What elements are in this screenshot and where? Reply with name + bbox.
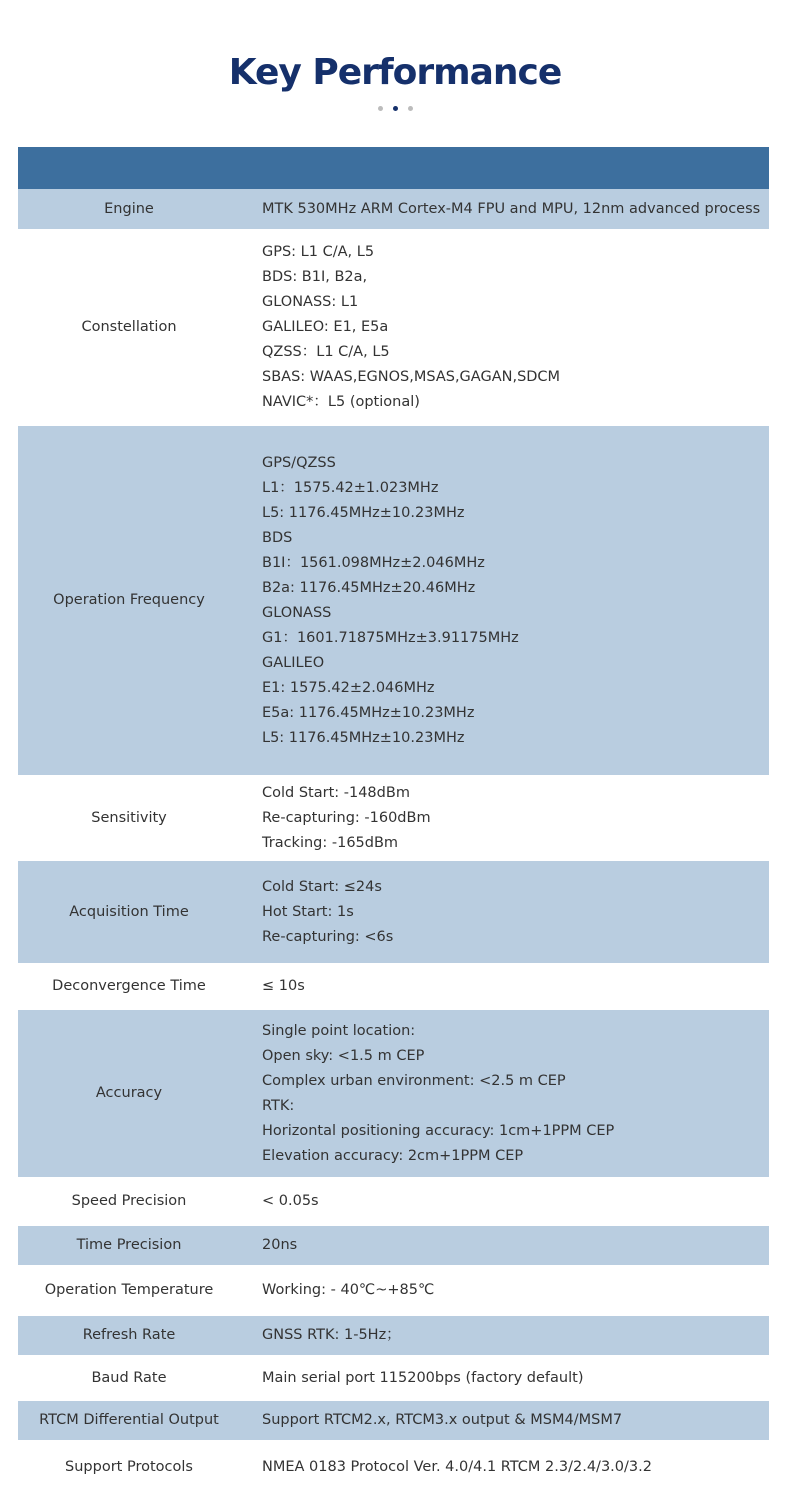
table-row (18, 1355, 769, 1401)
row-value (240, 1019, 769, 1169)
value-line: SBAS: WAAS,EGNOS,MSAS,GAGAN,SDCM (262, 369, 561, 385)
table-body (18, 189, 769, 1495)
value-line: ≤ 10s (262, 978, 305, 994)
value-line: RTK: (262, 1097, 295, 1114)
table-row (18, 1265, 769, 1316)
row-value (240, 1278, 769, 1303)
value-line: GLONASS (262, 604, 332, 621)
table-row (18, 1177, 769, 1226)
value-line: Hot Start: 1s (262, 903, 354, 920)
value-line: BDS (262, 529, 293, 546)
value-line: GPS: L1 C/A, L5 (262, 244, 375, 260)
row-value (240, 781, 769, 856)
value-line: Tracking: -165dBm (262, 834, 399, 851)
row-label: Engine (104, 200, 154, 217)
row-value (240, 240, 769, 415)
table-row (18, 1401, 769, 1440)
value-line: G1：1601.71875MHz±3.91175MHz (262, 629, 519, 646)
value-line: Elevation accuracy: 2cm+1PPM CEP (262, 1147, 524, 1164)
row-label: Time Precision (76, 1237, 182, 1253)
row-label: Operation Frequency (53, 592, 205, 608)
value-line: L1：1575.42±1.023MHz (262, 479, 439, 496)
value-line: B1I：1561.098MHz±2.046MHz (262, 554, 485, 571)
value-line: Single point location: (262, 1022, 416, 1039)
value-line: E1: 1575.42±2.046MHz (262, 679, 435, 696)
table-row (18, 963, 769, 1010)
value-line: MTK 530MHz ARM Cortex-M4 FPU and MPU, 12nm advanced process (262, 200, 761, 217)
table-row (18, 229, 769, 426)
divider-dot (378, 106, 383, 111)
value-line: L5: 1176.45MHz±10.23MHz (262, 729, 465, 746)
table-row (18, 1316, 769, 1355)
table-header-bar (18, 147, 769, 189)
value-line: GALILEO: E1, E5a (262, 319, 389, 335)
performance-table (18, 147, 769, 1495)
row-label: Constellation (81, 319, 177, 335)
divider-dot (408, 106, 413, 111)
row-value (240, 1408, 769, 1433)
title-divider-dots (0, 106, 790, 111)
value-line: Horizontal positioning accuracy: 1cm+1PPM CEP (262, 1122, 615, 1139)
value-line: GPS/QZSS (262, 454, 336, 471)
value-line: NMEA 0183 Protocol Ver. 4.0/4.1 RTCM 2.3/2.4/3.0/3.2 (262, 1459, 652, 1475)
value-line: E5a: 1176.45MHz±10.23MHz (262, 704, 475, 721)
row-label: Support Protocols (65, 1459, 193, 1475)
value-line: L5: 1176.45MHz±10.23MHz (262, 504, 465, 521)
table-row (18, 1010, 769, 1177)
row-value (240, 875, 769, 950)
value-line: Main serial port 115200bps (factory default) (262, 1369, 584, 1386)
value-line: Re-capturing: <6s (262, 928, 394, 945)
row-value (240, 197, 769, 222)
value-line: Cold Start: ≤24s (262, 878, 382, 895)
row-value (240, 1455, 769, 1480)
value-line: Complex urban environment: <2.5 m CEP (262, 1072, 566, 1089)
value-line: Working: - 40℃~+85℃ (262, 1282, 435, 1298)
row-label: RTCM Differential Output (39, 1412, 219, 1428)
table-row (18, 1440, 769, 1495)
value-line: 20ns (262, 1237, 298, 1253)
value-line: Support RTCM2.x, RTCM3.x output & MSM4/MSM7 (262, 1412, 623, 1428)
value-line: QZSS：L1 C/A, L5 (262, 344, 390, 360)
value-line: Open sky: <1.5 m CEP (262, 1047, 425, 1064)
table-row (18, 775, 769, 861)
table-row (18, 426, 769, 775)
table-row (18, 1226, 769, 1265)
row-label: Speed Precision (71, 1193, 187, 1209)
row-value (240, 1189, 769, 1214)
value-line: < 0.05s (262, 1193, 319, 1209)
row-label: Baud Rate (91, 1369, 167, 1386)
row-value (240, 1323, 769, 1348)
value-line: NAVIC*：L5 (optional) (262, 394, 420, 410)
row-value (240, 1366, 769, 1391)
value-line: BDS: B1I, B2a, (262, 269, 368, 285)
value-line: Cold Start: -148dBm (262, 784, 410, 801)
row-label: Refresh Rate (82, 1327, 176, 1343)
row-value (240, 451, 769, 751)
row-label: Accuracy (95, 1085, 163, 1101)
row-value (240, 974, 769, 999)
value-line: B2a: 1176.45MHz±20.46MHz (262, 579, 476, 596)
value-line: GALILEO (262, 654, 325, 671)
row-value (240, 1233, 769, 1258)
row-label: Operation Temperature (44, 1282, 214, 1298)
row-label: Deconvergence Time (52, 978, 206, 994)
value-line: Re-capturing: -160dBm (262, 809, 431, 826)
row-label: Acquisition Time (69, 903, 189, 920)
value-line: GLONASS: L1 (262, 294, 359, 310)
row-label: Sensitivity (91, 809, 167, 826)
value-line: GNSS RTK: 1-5Hz； (262, 1327, 401, 1343)
table-row (18, 189, 769, 229)
page-title: Key Performance (228, 52, 562, 93)
table-row (18, 861, 769, 963)
divider-dot-active (393, 106, 398, 111)
